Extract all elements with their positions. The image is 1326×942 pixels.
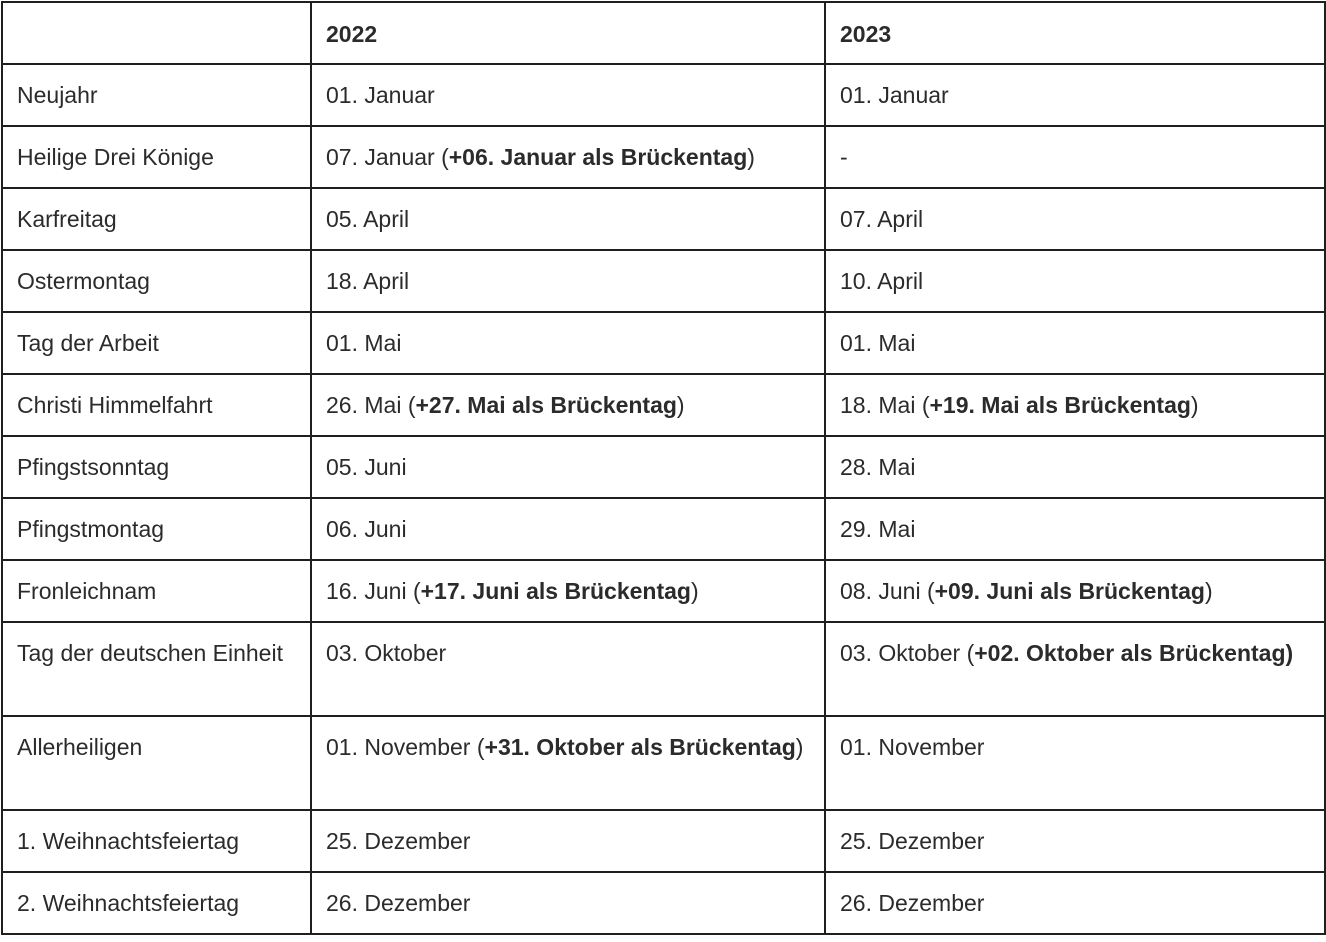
date-2022 (311, 498, 825, 560)
date-2023 (825, 312, 1325, 374)
date-text: 01. Januar (326, 82, 435, 108)
date-text: 05. Juni (326, 454, 407, 480)
date-text: 08. Juni ( (840, 578, 935, 604)
header-2022: 2022 (311, 2, 825, 64)
date-2023 (825, 810, 1325, 872)
date-text: - (840, 144, 848, 170)
date-text: 03. Oktober (326, 640, 447, 666)
date-text: 10. April (840, 268, 924, 294)
date-suffix: ) (795, 734, 804, 760)
date-text: 26. Mai ( (326, 392, 416, 418)
date-text: 06. Juni (326, 516, 407, 542)
date-text: 28. Mai (840, 454, 916, 480)
date-text: 01. November (840, 734, 985, 760)
bridge-day-text: +19. Mai als Brückentag (929, 392, 1191, 418)
holiday-name: Fronleichnam (2, 560, 311, 622)
table-row (2, 560, 1325, 622)
date-2022 (311, 716, 825, 810)
holiday-name: Tag der Arbeit (2, 312, 311, 374)
date-2023 (825, 436, 1325, 498)
date-2022 (311, 126, 825, 188)
header-2023: 2023 (825, 2, 1325, 64)
date-text: 26. Dezember (326, 890, 471, 916)
bridge-day-text: +31. Oktober als Brückentag (484, 734, 796, 760)
date-2022 (311, 810, 825, 872)
date-2022 (311, 64, 825, 126)
bridge-day-text: +02. Oktober als Brückentag) (974, 640, 1294, 666)
holiday-name: 1. Weihnachtsfeiertag (2, 810, 311, 872)
holiday-name: Neujahr (2, 64, 311, 126)
table-row (2, 872, 1325, 934)
table-row (2, 126, 1325, 188)
bridge-day-text: +27. Mai als Brückentag (415, 392, 677, 418)
date-2023 (825, 872, 1325, 934)
table-row (2, 622, 1325, 716)
date-2023 (825, 126, 1325, 188)
date-2023 (825, 64, 1325, 126)
date-2022 (311, 374, 825, 436)
holiday-name: Pfingstsonntag (2, 436, 311, 498)
date-text: 25. Dezember (326, 828, 471, 854)
date-2023 (825, 498, 1325, 560)
date-suffix: ) (690, 578, 699, 604)
holiday-name: Heilige Drei Könige (2, 126, 311, 188)
date-2022 (311, 872, 825, 934)
date-suffix: ) (676, 392, 685, 418)
date-text: 01. Mai (840, 330, 916, 356)
date-suffix: ) (1190, 392, 1199, 418)
table-row (2, 716, 1325, 810)
holiday-name: Ostermontag (2, 250, 311, 312)
date-2023 (825, 374, 1325, 436)
date-2022 (311, 188, 825, 250)
date-text: 25. Dezember (840, 828, 985, 854)
date-text: 01. Januar (840, 82, 949, 108)
date-2022 (311, 436, 825, 498)
date-2022 (311, 250, 825, 312)
date-text: 05. April (326, 206, 410, 232)
date-text: 29. Mai (840, 516, 916, 542)
date-text: 07. Januar ( (326, 144, 449, 170)
table-row (2, 250, 1325, 312)
table-row (2, 374, 1325, 436)
date-2023 (825, 250, 1325, 312)
header-corner-cell (2, 2, 311, 64)
table-row (2, 64, 1325, 126)
bridge-day-text: +17. Juni als Brückentag (420, 578, 691, 604)
date-2023 (825, 716, 1325, 810)
date-text: 03. Oktober ( (840, 640, 975, 666)
holiday-name: Tag der deutschen Einheit (2, 622, 311, 716)
date-2023 (825, 560, 1325, 622)
date-text: 07. April (840, 206, 924, 232)
date-text: 18. April (326, 268, 410, 294)
date-2022 (311, 622, 825, 716)
date-suffix: ) (1204, 578, 1213, 604)
table-row (2, 498, 1325, 560)
table-row (2, 436, 1325, 498)
holiday-table (1, 1, 1326, 935)
date-2022 (311, 312, 825, 374)
holiday-name: Karfreitag (2, 188, 311, 250)
date-text: 18. Mai ( (840, 392, 930, 418)
date-2022 (311, 560, 825, 622)
bridge-day-text: +06. Januar als Brückentag (448, 144, 748, 170)
date-2023 (825, 188, 1325, 250)
bridge-day-text: +09. Juni als Brückentag (934, 578, 1205, 604)
date-text: 01. Mai (326, 330, 402, 356)
date-text: 26. Dezember (840, 890, 985, 916)
holiday-name: Pfingstmontag (2, 498, 311, 560)
table-row (2, 188, 1325, 250)
date-2023 (825, 622, 1325, 716)
table-row (2, 312, 1325, 374)
holiday-name: Allerheiligen (2, 716, 311, 810)
date-text: 01. November ( (326, 734, 485, 760)
date-text: 16. Juni ( (326, 578, 421, 604)
date-suffix: ) (747, 144, 755, 170)
holiday-name: 2. Weihnachtsfeiertag (2, 872, 311, 934)
table-row (2, 810, 1325, 872)
header-row (2, 2, 1325, 64)
holiday-name: Christi Himmelfahrt (2, 374, 311, 436)
